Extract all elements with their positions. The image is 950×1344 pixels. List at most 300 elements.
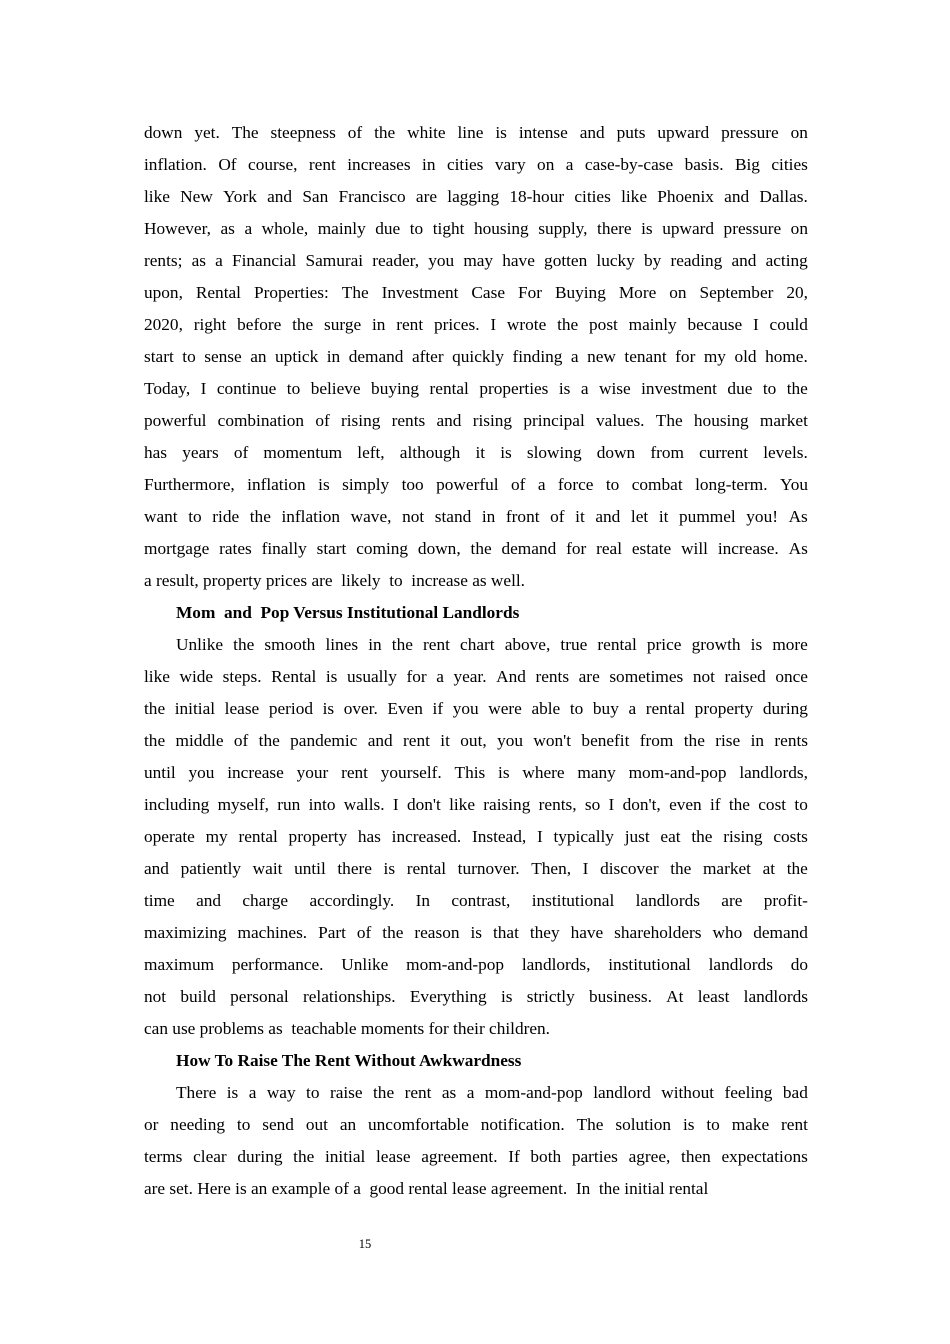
word: tight <box>432 219 465 238</box>
word: expectations <box>721 1147 808 1166</box>
word: of <box>233 443 249 462</box>
word: demand <box>501 539 557 558</box>
word: lines <box>325 635 359 654</box>
word: property <box>288 827 348 846</box>
word: prices. <box>433 315 480 334</box>
word: left, <box>357 443 385 462</box>
word: there <box>597 219 632 238</box>
word: relationships. <box>302 987 396 1006</box>
justified-line <box>144 501 808 533</box>
word: the <box>470 539 492 558</box>
word: inflation <box>281 507 341 526</box>
word: pandemic <box>290 731 358 750</box>
word: during <box>237 1147 283 1166</box>
word: coming <box>356 539 409 558</box>
word: terms <box>144 1147 183 1166</box>
word: send <box>262 1115 294 1134</box>
word: my <box>703 347 726 366</box>
word: reader, <box>372 251 420 270</box>
word: usually <box>346 667 397 686</box>
text-line <box>144 949 808 981</box>
word: personal <box>230 987 289 1006</box>
justified-line <box>144 949 808 981</box>
word: and <box>595 507 621 526</box>
word: that <box>492 923 519 942</box>
word: the <box>292 315 314 334</box>
word: raised <box>724 667 766 686</box>
word: cities <box>446 155 484 174</box>
word: of <box>510 475 526 494</box>
word: period <box>268 699 313 718</box>
word: and <box>731 251 757 270</box>
word: of <box>356 923 372 942</box>
text-line <box>144 885 808 917</box>
word: estate <box>631 539 672 558</box>
justified-line <box>144 885 808 917</box>
word: uncomfortable <box>368 1115 469 1134</box>
justified-line <box>144 629 808 661</box>
text-line <box>144 309 808 341</box>
word: More <box>618 283 657 302</box>
word: yet. <box>194 123 220 142</box>
text-line <box>144 405 808 437</box>
word: start <box>144 347 174 366</box>
word: landlords <box>743 987 808 1006</box>
word: the <box>557 315 579 334</box>
word: clear <box>193 1147 227 1166</box>
word: wait <box>252 859 283 878</box>
word: case-by-case <box>584 155 674 174</box>
word: There <box>176 1083 217 1102</box>
word: middle <box>175 731 224 750</box>
word: of <box>347 123 363 142</box>
word: the <box>258 731 280 750</box>
word: it <box>658 507 669 526</box>
word: right <box>193 315 227 334</box>
word: Investment <box>381 283 459 302</box>
word: powerful <box>436 475 499 494</box>
justified-line <box>144 917 808 949</box>
word: landlords, <box>521 955 591 974</box>
word: strictly <box>526 987 575 1006</box>
word: until <box>294 859 326 878</box>
word: your <box>296 763 329 782</box>
word: Unlike <box>341 955 389 974</box>
word: mom-and-pop <box>628 763 727 782</box>
word: housing <box>473 219 529 238</box>
word: lucky <box>596 251 635 270</box>
justified-line <box>144 821 808 853</box>
word: performance. <box>231 955 324 974</box>
word: momentum <box>263 443 343 462</box>
word: I <box>582 859 589 878</box>
word: too <box>401 475 424 494</box>
word: cities <box>574 187 611 206</box>
word: the <box>144 731 166 750</box>
word: time <box>144 891 175 910</box>
word: you! <box>746 507 778 526</box>
word: pummel <box>679 507 736 526</box>
justified-line <box>144 981 808 1013</box>
word: down <box>596 443 636 462</box>
word: like <box>621 187 647 206</box>
word: of <box>550 507 565 526</box>
word: above, <box>504 635 551 654</box>
word: And <box>496 667 526 686</box>
word: and <box>144 859 169 878</box>
justified-line <box>144 373 808 405</box>
word: do <box>790 955 808 974</box>
word: without <box>661 1083 715 1102</box>
justified-line <box>144 1141 808 1173</box>
word: eat <box>660 827 681 846</box>
word: 18-hour <box>509 187 565 206</box>
word: reason <box>414 923 460 942</box>
word: I <box>608 795 615 814</box>
word: accordingly. <box>309 891 395 910</box>
word: Financial <box>232 251 297 270</box>
word: whole, <box>261 219 309 238</box>
word: on <box>669 283 687 302</box>
word: current <box>699 443 749 462</box>
word: As <box>788 507 808 526</box>
word: wise <box>598 379 631 398</box>
word: down <box>144 123 183 142</box>
word: you <box>497 731 523 750</box>
word: on <box>790 219 808 238</box>
word: cost <box>758 795 787 814</box>
word: in <box>368 635 382 654</box>
justified-line <box>144 245 808 277</box>
word: institutional <box>608 955 691 974</box>
word: don't, <box>622 795 661 814</box>
word: walls. <box>343 795 385 814</box>
word: properties <box>479 379 549 398</box>
word: pressure <box>721 123 779 142</box>
word: I <box>752 315 759 334</box>
word: This <box>454 763 486 782</box>
text-line <box>144 693 808 725</box>
word: or <box>144 1115 159 1134</box>
word: pressure <box>723 219 782 238</box>
word: rents <box>774 731 808 750</box>
word: you <box>452 699 479 718</box>
word: is <box>558 379 571 398</box>
word: both <box>530 1147 562 1166</box>
word: landlords <box>708 955 773 974</box>
word: on <box>537 155 555 174</box>
word: mainly <box>317 219 366 238</box>
word: uptick <box>275 347 319 366</box>
word: wide <box>179 667 214 686</box>
word: upward <box>662 219 715 238</box>
word: Today, <box>144 379 191 398</box>
word: lease <box>224 699 260 718</box>
text-line <box>144 1173 808 1205</box>
word: initial <box>174 699 216 718</box>
word: rent <box>396 315 424 334</box>
word: business. <box>589 987 652 1006</box>
word: so <box>584 795 601 814</box>
word: although <box>399 443 461 462</box>
text-line <box>144 117 808 149</box>
word: if <box>432 699 444 718</box>
word: Dallas. <box>759 187 808 206</box>
word: rising <box>723 827 763 846</box>
word: years <box>182 443 219 462</box>
word: lagging <box>447 187 500 206</box>
word: York <box>223 187 257 206</box>
justified-line <box>144 853 808 885</box>
word: way <box>266 1083 296 1102</box>
word: not <box>692 667 715 686</box>
text-line <box>144 341 808 373</box>
word: initial <box>324 1147 366 1166</box>
word: As <box>788 539 808 558</box>
word: there <box>337 859 372 878</box>
word: sense <box>204 347 242 366</box>
word: old <box>734 347 757 366</box>
word: puts <box>616 123 646 142</box>
text-line <box>144 373 808 405</box>
word: powerful <box>144 411 207 430</box>
word: are <box>721 891 743 910</box>
word: is <box>383 859 396 878</box>
word: to <box>286 379 301 398</box>
word: due <box>727 379 753 398</box>
text-line <box>144 533 808 565</box>
text-line <box>144 437 808 469</box>
word: it <box>475 443 486 462</box>
word: agreement. <box>421 1147 498 1166</box>
word: solution <box>615 1115 672 1134</box>
word: new <box>587 347 616 366</box>
word: Case <box>471 283 505 302</box>
word: I <box>490 315 497 334</box>
justified-line <box>144 277 808 309</box>
word: typically <box>553 827 614 846</box>
word: rent <box>404 1083 432 1102</box>
word: market <box>759 411 808 430</box>
word: Then, <box>531 859 572 878</box>
word: steps. <box>222 667 262 686</box>
word: steepness <box>270 123 336 142</box>
word: Samurai <box>305 251 364 270</box>
text-line <box>144 725 808 757</box>
word: are <box>578 667 600 686</box>
word: Everything <box>409 987 487 1006</box>
text-line <box>144 629 808 661</box>
word: build <box>180 987 216 1006</box>
text-line <box>144 789 808 821</box>
word: The <box>231 123 259 142</box>
word: the <box>382 923 404 942</box>
text-line <box>144 853 808 885</box>
word: real <box>596 539 622 558</box>
justified-line <box>144 789 808 821</box>
word: is <box>750 635 763 654</box>
word: could <box>769 315 808 334</box>
word: yourself. <box>380 763 442 782</box>
word: let <box>630 507 649 526</box>
word: supply, <box>538 219 588 238</box>
word: is <box>495 123 507 142</box>
justified-line <box>144 1109 808 1141</box>
word: smooth <box>264 635 316 654</box>
word: raising <box>483 795 531 814</box>
word: operate <box>144 827 195 846</box>
word: feeling <box>724 1083 773 1102</box>
word: patiently <box>180 859 242 878</box>
word: are <box>415 187 438 206</box>
word: true <box>560 635 588 654</box>
justified-line <box>144 437 808 469</box>
word: as <box>220 219 235 238</box>
word: an <box>250 347 267 366</box>
text-line <box>144 501 808 533</box>
word: rent <box>423 635 450 654</box>
heading-how-to-raise-the-rent: How To Raise The Rent Without Awkwardness <box>176 1051 522 1070</box>
justified-line <box>144 117 808 149</box>
word: the <box>374 123 396 142</box>
word: my <box>205 827 228 846</box>
word: price <box>646 635 682 654</box>
word: and <box>196 891 222 910</box>
word: were <box>488 699 522 718</box>
word: the <box>249 507 271 526</box>
word: profit- <box>763 891 808 910</box>
word: during <box>762 699 808 718</box>
word: increased. <box>391 827 462 846</box>
word: Instead, <box>471 827 527 846</box>
word: not <box>144 987 167 1006</box>
word: able <box>531 699 561 718</box>
word: a <box>436 667 444 686</box>
word: is <box>226 1083 239 1102</box>
word: is <box>682 1115 695 1134</box>
word: is <box>318 475 330 494</box>
word: turnover. <box>457 859 520 878</box>
word: like <box>144 667 170 686</box>
word: growth <box>691 635 741 654</box>
word: won't <box>533 731 572 750</box>
word: due <box>375 219 401 238</box>
word: levels. <box>763 443 808 462</box>
word: before <box>237 315 282 334</box>
word: rising <box>340 411 381 430</box>
text-line <box>144 917 808 949</box>
word: over. <box>343 699 378 718</box>
word: institutional <box>531 891 615 910</box>
word: wrote <box>506 315 547 334</box>
word: is <box>641 219 653 238</box>
word: rental <box>429 379 469 398</box>
word: notification. <box>480 1115 565 1134</box>
word: you <box>188 763 215 782</box>
word: finding <box>512 347 563 366</box>
word: and <box>267 187 293 206</box>
word: vary <box>494 155 526 174</box>
word: At <box>666 987 684 1006</box>
word: as <box>191 251 206 270</box>
word: principal <box>523 411 585 430</box>
text-line <box>144 1109 808 1141</box>
word: You <box>779 475 808 494</box>
line-text: can use problems as teachable moments for their children. <box>144 1019 550 1038</box>
word: just <box>624 827 650 846</box>
word: long-term. <box>695 475 768 494</box>
word: in <box>481 507 496 526</box>
word: parties <box>571 1147 618 1166</box>
word: least <box>697 987 730 1006</box>
word: then <box>681 1147 711 1166</box>
word: like <box>144 187 170 206</box>
word: it <box>440 731 450 750</box>
word: September <box>699 283 774 302</box>
word: out, <box>460 731 487 750</box>
word: values. <box>596 411 645 430</box>
word: and <box>724 187 750 206</box>
justified-line <box>144 1077 808 1109</box>
word: will <box>681 539 708 558</box>
word: the <box>293 1147 315 1166</box>
word: rental <box>238 827 278 846</box>
word: at <box>762 859 776 878</box>
word: from <box>639 731 674 750</box>
word: to <box>409 219 424 238</box>
page-number: 15 <box>358 1237 372 1251</box>
word: to <box>306 1083 320 1102</box>
word: to <box>182 347 196 366</box>
word: to <box>188 507 202 526</box>
word: a <box>628 699 637 718</box>
word: inflation <box>247 475 306 494</box>
word: demand <box>753 923 808 942</box>
word: you <box>428 251 455 270</box>
word: the <box>144 699 166 718</box>
word: landlords, <box>739 763 808 782</box>
word: where <box>522 763 565 782</box>
word: as <box>441 1083 457 1102</box>
word: year. <box>453 667 487 686</box>
word: quickly <box>452 347 504 366</box>
word: increase. <box>717 539 779 558</box>
heading-mom-and-pop: Mom and Pop Versus Institutional Landlords <box>176 603 520 622</box>
justified-line <box>144 181 808 213</box>
word: it <box>575 507 585 526</box>
word: tenant <box>624 347 667 366</box>
word: In <box>415 891 430 910</box>
word: property <box>694 699 754 718</box>
word: the <box>683 731 705 750</box>
text-line <box>144 213 808 245</box>
word: For <box>517 283 542 302</box>
word: for <box>675 347 696 366</box>
word: many <box>577 763 616 782</box>
word: However, <box>144 219 211 238</box>
word: to <box>569 699 584 718</box>
word: rates <box>219 539 252 558</box>
word: gotten <box>544 251 588 270</box>
word: is <box>470 923 482 942</box>
word: to <box>762 379 777 398</box>
word: Unlike <box>176 635 224 654</box>
word: to <box>794 795 808 814</box>
word: more <box>772 635 808 654</box>
word: costs <box>773 827 808 846</box>
word: combination <box>217 411 305 430</box>
justified-line <box>144 213 808 245</box>
